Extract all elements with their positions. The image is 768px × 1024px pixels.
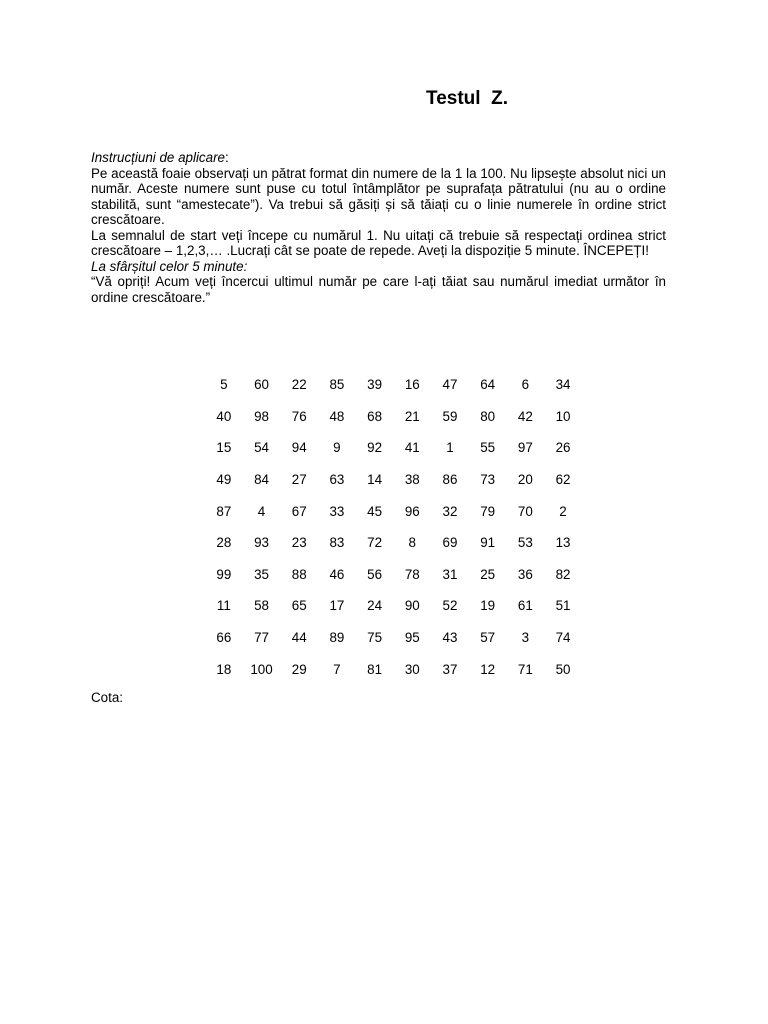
grid-cell: 45 bbox=[367, 503, 383, 519]
grid-cell: 13 bbox=[555, 535, 571, 551]
grid-cell: 85 bbox=[329, 377, 345, 393]
grid-cell: 39 bbox=[367, 377, 383, 393]
page-title: Testul Z. bbox=[426, 88, 508, 109]
grid-cell: 15 bbox=[216, 440, 232, 456]
grid-row bbox=[205, 369, 582, 401]
grid-cell: 77 bbox=[254, 630, 269, 646]
grid-cell: 62 bbox=[555, 472, 571, 488]
grid-cell: 8 bbox=[408, 535, 416, 551]
grid-cell: 46 bbox=[329, 566, 345, 582]
number-grid-body bbox=[205, 369, 582, 685]
grid-cell: 51 bbox=[555, 598, 571, 614]
grid-cell: 67 bbox=[291, 503, 307, 519]
grid-row bbox=[205, 401, 582, 433]
grid-cell: 78 bbox=[404, 566, 420, 582]
grid-row bbox=[205, 527, 582, 559]
grid-cell: 87 bbox=[216, 503, 232, 519]
grid-cell: 35 bbox=[254, 566, 269, 582]
grid-row bbox=[205, 653, 582, 685]
grid-cell: 28 bbox=[216, 535, 232, 551]
grid-cell: 48 bbox=[329, 408, 345, 424]
grid-cell: 42 bbox=[517, 408, 533, 424]
grid-cell: 6 bbox=[521, 377, 530, 393]
grid-cell: 54 bbox=[254, 440, 269, 456]
grid-cell: 64 bbox=[480, 377, 496, 393]
grid-cell: 98 bbox=[254, 408, 269, 424]
grid-cell: 25 bbox=[480, 566, 496, 582]
grid-cell: 95 bbox=[404, 630, 420, 646]
grid-cell: 21 bbox=[404, 408, 420, 424]
grid-cell: 91 bbox=[480, 535, 496, 551]
grid-cell: 38 bbox=[404, 472, 420, 488]
grid-cell: 9 bbox=[333, 440, 341, 456]
grid-row bbox=[205, 495, 582, 527]
grid-cell: 80 bbox=[480, 408, 496, 424]
grid-cell: 17 bbox=[329, 598, 345, 614]
grid-cell: 43 bbox=[442, 630, 458, 646]
grid-row bbox=[205, 622, 582, 654]
grid-cell: 12 bbox=[480, 661, 496, 677]
grid-cell: 99 bbox=[216, 566, 232, 582]
grid-cell: 59 bbox=[442, 408, 458, 424]
grid-cell: 76 bbox=[291, 408, 307, 424]
grid-cell: 69 bbox=[442, 535, 458, 551]
grid-row bbox=[205, 432, 582, 464]
instructions-heading: Instrucțiuni de aplicare bbox=[91, 150, 225, 165]
grid-cell: 86 bbox=[442, 472, 458, 488]
grid-cell: 23 bbox=[291, 535, 307, 551]
grid-cell: 30 bbox=[404, 661, 420, 677]
grid-cell: 100 bbox=[250, 661, 273, 677]
grid-cell: 74 bbox=[555, 630, 571, 646]
grid-cell: 94 bbox=[291, 440, 307, 456]
instructions-heading-colon: : bbox=[224, 150, 229, 165]
grid-cell: 52 bbox=[442, 598, 458, 614]
instructions-block bbox=[91, 150, 666, 305]
grid-cell: 29 bbox=[291, 661, 307, 677]
grid-row bbox=[205, 590, 582, 622]
grid-cell: 40 bbox=[216, 408, 232, 424]
grid-cell: 88 bbox=[291, 566, 307, 582]
grid-cell: 50 bbox=[555, 661, 571, 677]
grid-cell: 49 bbox=[216, 472, 232, 488]
grid-cell: 60 bbox=[254, 377, 269, 393]
end-heading: La sfârșitul celor 5 minute: bbox=[91, 258, 248, 274]
grid-cell: 37 bbox=[442, 661, 458, 677]
instructions-paragraph-2: La semnalul de start veți începe cu numărul 1. Nu uitați că trebuie să respectați ordinea strict crescătoare – 1,2,3,… .Lucrați cât se poate de repede. Aveți la dispoziție 5 minute. ÎNCEPEȚI! bbox=[91, 227, 666, 258]
grid-cell: 79 bbox=[480, 503, 496, 519]
grid-cell: 44 bbox=[291, 630, 307, 646]
grid-cell: 57 bbox=[480, 630, 496, 646]
cota-label: Cota: bbox=[91, 690, 124, 705]
grid-cell: 61 bbox=[517, 598, 533, 614]
grid-cell: 36 bbox=[517, 566, 533, 582]
grid-cell: 96 bbox=[404, 503, 420, 519]
grid-cell: 66 bbox=[216, 630, 232, 646]
grid-cell: 83 bbox=[329, 535, 345, 551]
grid-cell: 2 bbox=[559, 503, 567, 519]
grid-cell: 55 bbox=[480, 440, 496, 456]
grid-cell: 10 bbox=[555, 408, 571, 424]
grid-cell: 16 bbox=[404, 377, 420, 393]
grid-cell: 24 bbox=[367, 598, 383, 614]
grid-cell: 92 bbox=[367, 440, 383, 456]
instructions-heading-line bbox=[91, 150, 666, 166]
grid-cell: 34 bbox=[555, 377, 571, 393]
grid-cell: 58 bbox=[254, 598, 269, 614]
grid-cell: 89 bbox=[329, 630, 345, 646]
grid-cell: 84 bbox=[254, 472, 269, 488]
instructions-paragraph-3: “Vă opriți! Acum veți încercui ultimul număr pe care l-ați tăiat sau numărul imediat următor în ordine crescătoare.” bbox=[91, 274, 666, 305]
instructions-paragraph-1: Pe această foaie observați un pătrat format din numere de la 1 la 100. Nu lipsește absolut nici un număr. Aceste numere sunt puse cu totul întâmplător pe suprafața pătratului (nu au o ordine stabilită, sunt “amestecate”). Va trebui să găsiți și să tăiați cu o linie numerele în ordine strict crescătoare. bbox=[91, 165, 666, 227]
grid-cell: 47 bbox=[442, 377, 458, 393]
grid-cell: 73 bbox=[480, 472, 496, 488]
grid-cell: 75 bbox=[367, 630, 383, 646]
grid-cell: 1 bbox=[446, 440, 454, 456]
grid-cell: 3 bbox=[521, 630, 530, 646]
grid-cell: 22 bbox=[291, 377, 307, 393]
grid-cell: 90 bbox=[404, 598, 420, 614]
grid-cell: 70 bbox=[517, 503, 533, 519]
grid-cell: 82 bbox=[555, 566, 571, 582]
grid-cell: 20 bbox=[517, 472, 533, 488]
grid-cell: 31 bbox=[442, 566, 458, 582]
number-grid bbox=[205, 369, 582, 685]
grid-cell: 56 bbox=[367, 566, 383, 582]
grid-cell: 14 bbox=[367, 472, 383, 488]
grid-cell: 63 bbox=[329, 472, 345, 488]
grid-cell: 18 bbox=[216, 661, 232, 677]
grid-cell: 93 bbox=[254, 535, 269, 551]
grid-cell: 19 bbox=[480, 598, 496, 614]
grid-cell: 81 bbox=[367, 661, 383, 677]
grid-cell: 4 bbox=[257, 503, 266, 519]
grid-cell: 71 bbox=[517, 661, 533, 677]
grid-cell: 72 bbox=[367, 535, 383, 551]
grid-cell: 32 bbox=[442, 503, 458, 519]
grid-cell: 65 bbox=[291, 598, 307, 614]
grid-cell: 41 bbox=[404, 440, 420, 456]
grid-cell: 53 bbox=[517, 535, 533, 551]
grid-cell: 11 bbox=[216, 598, 231, 614]
grid-cell: 26 bbox=[555, 440, 571, 456]
grid-cell: 27 bbox=[291, 472, 307, 488]
grid-row bbox=[205, 559, 582, 591]
grid-cell: 7 bbox=[333, 661, 341, 677]
grid-cell: 33 bbox=[329, 503, 345, 519]
grid-cell: 68 bbox=[367, 408, 383, 424]
grid-row bbox=[205, 464, 582, 496]
grid-cell: 97 bbox=[517, 440, 533, 456]
grid-cell: 5 bbox=[220, 377, 228, 393]
